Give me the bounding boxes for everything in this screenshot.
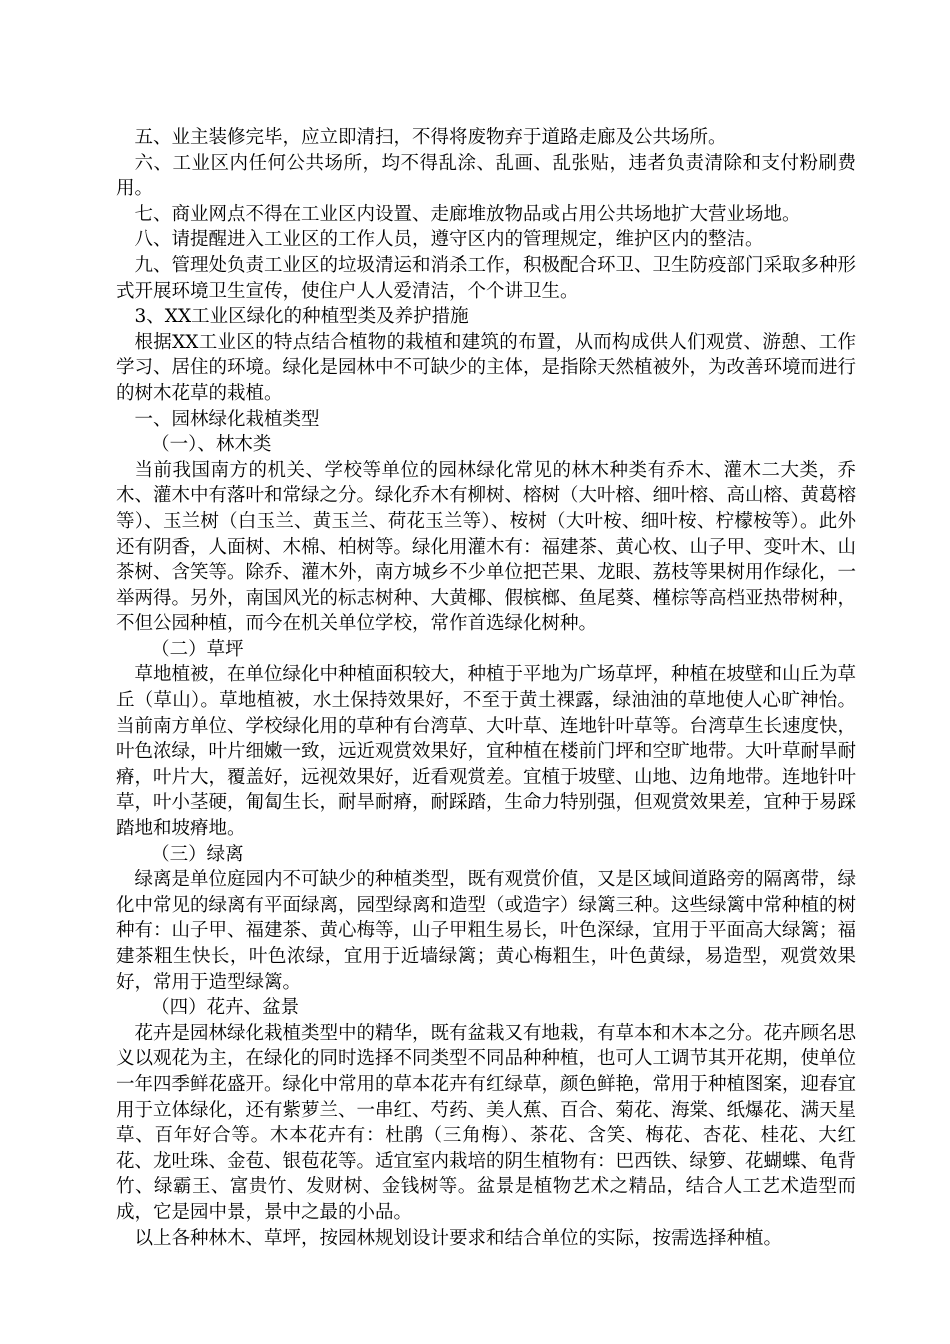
paragraph-hedge: 绿离是单位庭园内不可缺少的种植类型，既有观赏价值，又是区域间道路旁的隔离带，绿化中常见的绿离有平面绿离，园型绿离和造型（或造字）绿篱三种。这些绿篱中常种植的树种有：山子甲、福建茶、黄心梅等，山子甲粗生易长，叶色深绿，宜用于平面高大绿篱；福建茶粗生快长，叶色浓绿，宜用于近墙绿篱；黄心梅粗生，叶色黄绿，易造型，观赏效果好，常用于造型绿篱。	[116, 869, 857, 993]
subheading-hedge: （三）绿离	[151, 843, 244, 865]
subheading-lawn: （二）草坪	[151, 638, 244, 660]
subheading-flowers-bonsai: （四）花卉、盆景	[151, 997, 300, 1019]
subsection-heading-planting-types: 一、园林绿化栽植类型	[134, 408, 320, 430]
paragraph-rule-7: 七、商业网点不得在工业区内设置、走廊堆放物品或占用公共场地扩大营业场地。	[134, 203, 801, 225]
section-heading-greening: 3、XX工业区绿化的种植型类及养护措施	[134, 306, 469, 328]
paragraph-flowers-bonsai: 花卉是园林绿化栽植类型中的精华，既有盆栽又有地栽，有草本和木本之分。花卉顾名思义以观花为主，在绿化的同时选择不同类型不同品种种植，也可人工调节其开花期，使单位一年四季鲜花盛开。绿化中常用的草本花卉有红绿草，颜色鲜艳，常用于种植图案，迎春宜用于立体绿化，还有紫萝兰、一串红、芍药、美人蕉、百合、菊花、海棠、纸爆花、满天星草、百年好合等。木本花卉有：杜鹃（三角梅）、茶花、含笑、梅花、杏花、桂花、大红花、龙吐珠、金苞、银苞花等。适宜室内栽培的阴生植物有：巴西铁、绿箩、花蝴蝶、龟背竹、绿霸王、富贵竹、发财树、金钱树等。盆景是植物艺术之精品，结合人工艺术造型而成，它是园中景，景中之最的小品。	[116, 1022, 857, 1223]
paragraph-lawn: 草地植被，在单位绿化中种植面积较大，种植于平地为广场草坪，种植在坡壁和山丘为草丘（草山）。草地植被，水土保持效果好，不至于黄土裸露，绿油油的草地使人心旷神怡。当前南方单位、学校绿化用的草种有台湾草、大叶草、连地针叶草等。台湾草生长速度快，叶色浓绿，叶片细嫩一致，远近观赏效果好，宜种植在楼前门坪和空旷地带。大叶草耐旱耐瘠，叶片大，覆盖好，远视效果好，近看观赏差。宜植于坡壁、山地、边角地带。连地针叶草，叶小茎硬，匍匐生长，耐旱耐瘠，耐踩踏，生命力特别强，但观赏效果差，宜种于易踩踏地和坡瘠地。	[116, 664, 857, 840]
document-body	[116, 125, 856, 1251]
paragraph-trees: 当前我国南方的机关、学校等单位的园林绿化常见的林木种类有乔木、灌木二大类，乔木、灌木中有落叶和常绿之分。绿化乔木有柳树、榕树（大叶榕、细叶榕、高山榕、黄葛榕等）、玉兰树（白玉兰、黄玉兰、荷花玉兰等）、桉树（大叶桉、细叶桉、柠檬桉等）。此外还有阴香，人面树、木棉、柏树等。绿化用灌木有：福建茶、黄心枚、山子甲、变叶木、山茶树、含笑等。除乔、灌木外，南方城乡不少单位把芒果、龙眼、荔枝等果树用作绿化，一举两得。另外，南国风光的标志树种、大黄椰、假槟榔、鱼尾葵、槿棕等高档亚热带树种，不但公园种植，而今在机关单位学校，常作首选绿化树种。	[116, 459, 857, 635]
subheading-trees: （一）、林木类	[151, 434, 272, 456]
paragraph-rule-9: 九、管理处负责工业区的垃圾清运和消杀工作，积极配合环卫、卫生防疫部门采取多种形式开展环境卫生宣传，使住户人人爱清洁，个个讲卫生。	[116, 254, 857, 302]
paragraph-rule-8: 八、请提醒进入工业区的工作人员，遵守区内的管理规定，维护区内的整洁。	[134, 229, 764, 251]
paragraph-rule-5: 五、业主装修完毕，应立即清扫，不得将废物弃于道路走廊及公共场所。	[134, 127, 727, 148]
paragraph-rule-6: 六、工业区内任何公共场所，均不得乱涂、乱画、乱张贴，违者负责清除和支付粉刷费用。	[116, 152, 856, 200]
paragraph-conclusion: 以上各种林木、草坪，按园林规划设计要求和结合单位的实际，按需选择种植。	[134, 1227, 783, 1249]
paragraph-intro: 根据XX工业区的特点结合植物的栽植和建筑的布置，从而构成供人们观赏、游憩、工作学习、居住的环境。绿化是园林中不可缺少的主体，是指除天然植被外，为改善环境而进行的树木花草的栽植。	[116, 331, 857, 404]
